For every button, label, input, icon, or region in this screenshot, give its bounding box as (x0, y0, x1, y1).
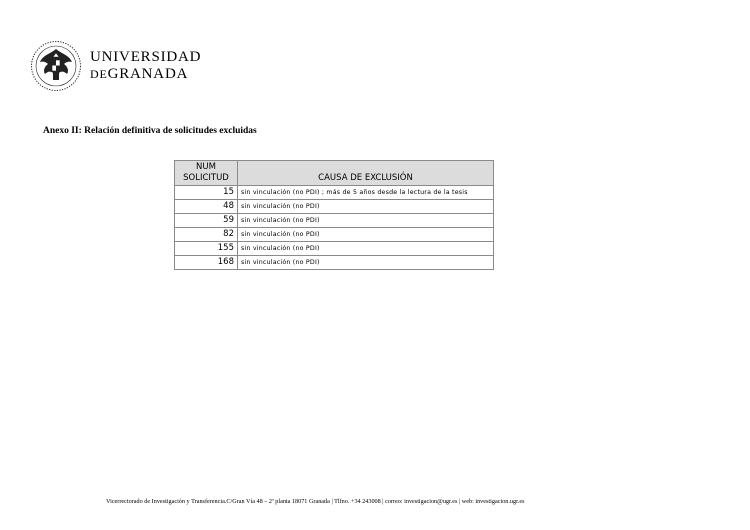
request-number: 168 (175, 256, 238, 270)
exclusion-cause: sin vinculación (no PDI) (238, 256, 494, 270)
table-row (175, 186, 494, 200)
request-number: 59 (175, 214, 238, 228)
column-header-cause: CAUSA DE EXCLUSIÓN (238, 161, 494, 186)
page-footer: Vicerrectorado de Investigación y Transferencia.C/Gran Vía 48 – 2ª planta 18071 Granada | Tlfno. +34 243008 | correo: investigacion@ugr.es | web: investigacion.ugr.es (106, 498, 525, 505)
annex-title: Anexo II: Relación definitiva de solicitudes excluidas (43, 126, 257, 136)
exclusion-cause: sin vinculación (no PDI) (238, 228, 494, 242)
university-name-main: GRANADA (107, 66, 189, 82)
university-name-prefix: DE (90, 67, 108, 81)
university-seal-icon (30, 40, 82, 92)
table-row (175, 228, 494, 242)
table-row (175, 200, 494, 214)
column-header-num-line1: NUM (196, 162, 216, 172)
table-row (175, 256, 494, 270)
request-number: 48 (175, 200, 238, 214)
request-number: 15 (175, 186, 238, 200)
table-row (175, 214, 494, 228)
request-number: 82 (175, 228, 238, 242)
request-number: 155 (175, 242, 238, 256)
table-header-row (175, 161, 494, 186)
exclusion-cause: sin vinculación (no PDI) (238, 242, 494, 256)
university-logo (30, 40, 201, 92)
university-name-line1: UNIVERSIDAD (90, 49, 202, 65)
university-name-line2 (90, 66, 201, 83)
exclusion-cause: sin vinculación (no PDI) ; más de 5 años desde la lectura de la tesis (238, 186, 494, 200)
excluded-requests-table (174, 160, 494, 270)
column-header-num-line2: SOLICITUD (183, 173, 229, 183)
exclusion-cause: sin vinculación (no PDI) (238, 214, 494, 228)
column-header-num-solicitud (175, 161, 238, 186)
table-row (175, 242, 494, 256)
exclusion-cause: sin vinculación (no PDI) (238, 200, 494, 214)
